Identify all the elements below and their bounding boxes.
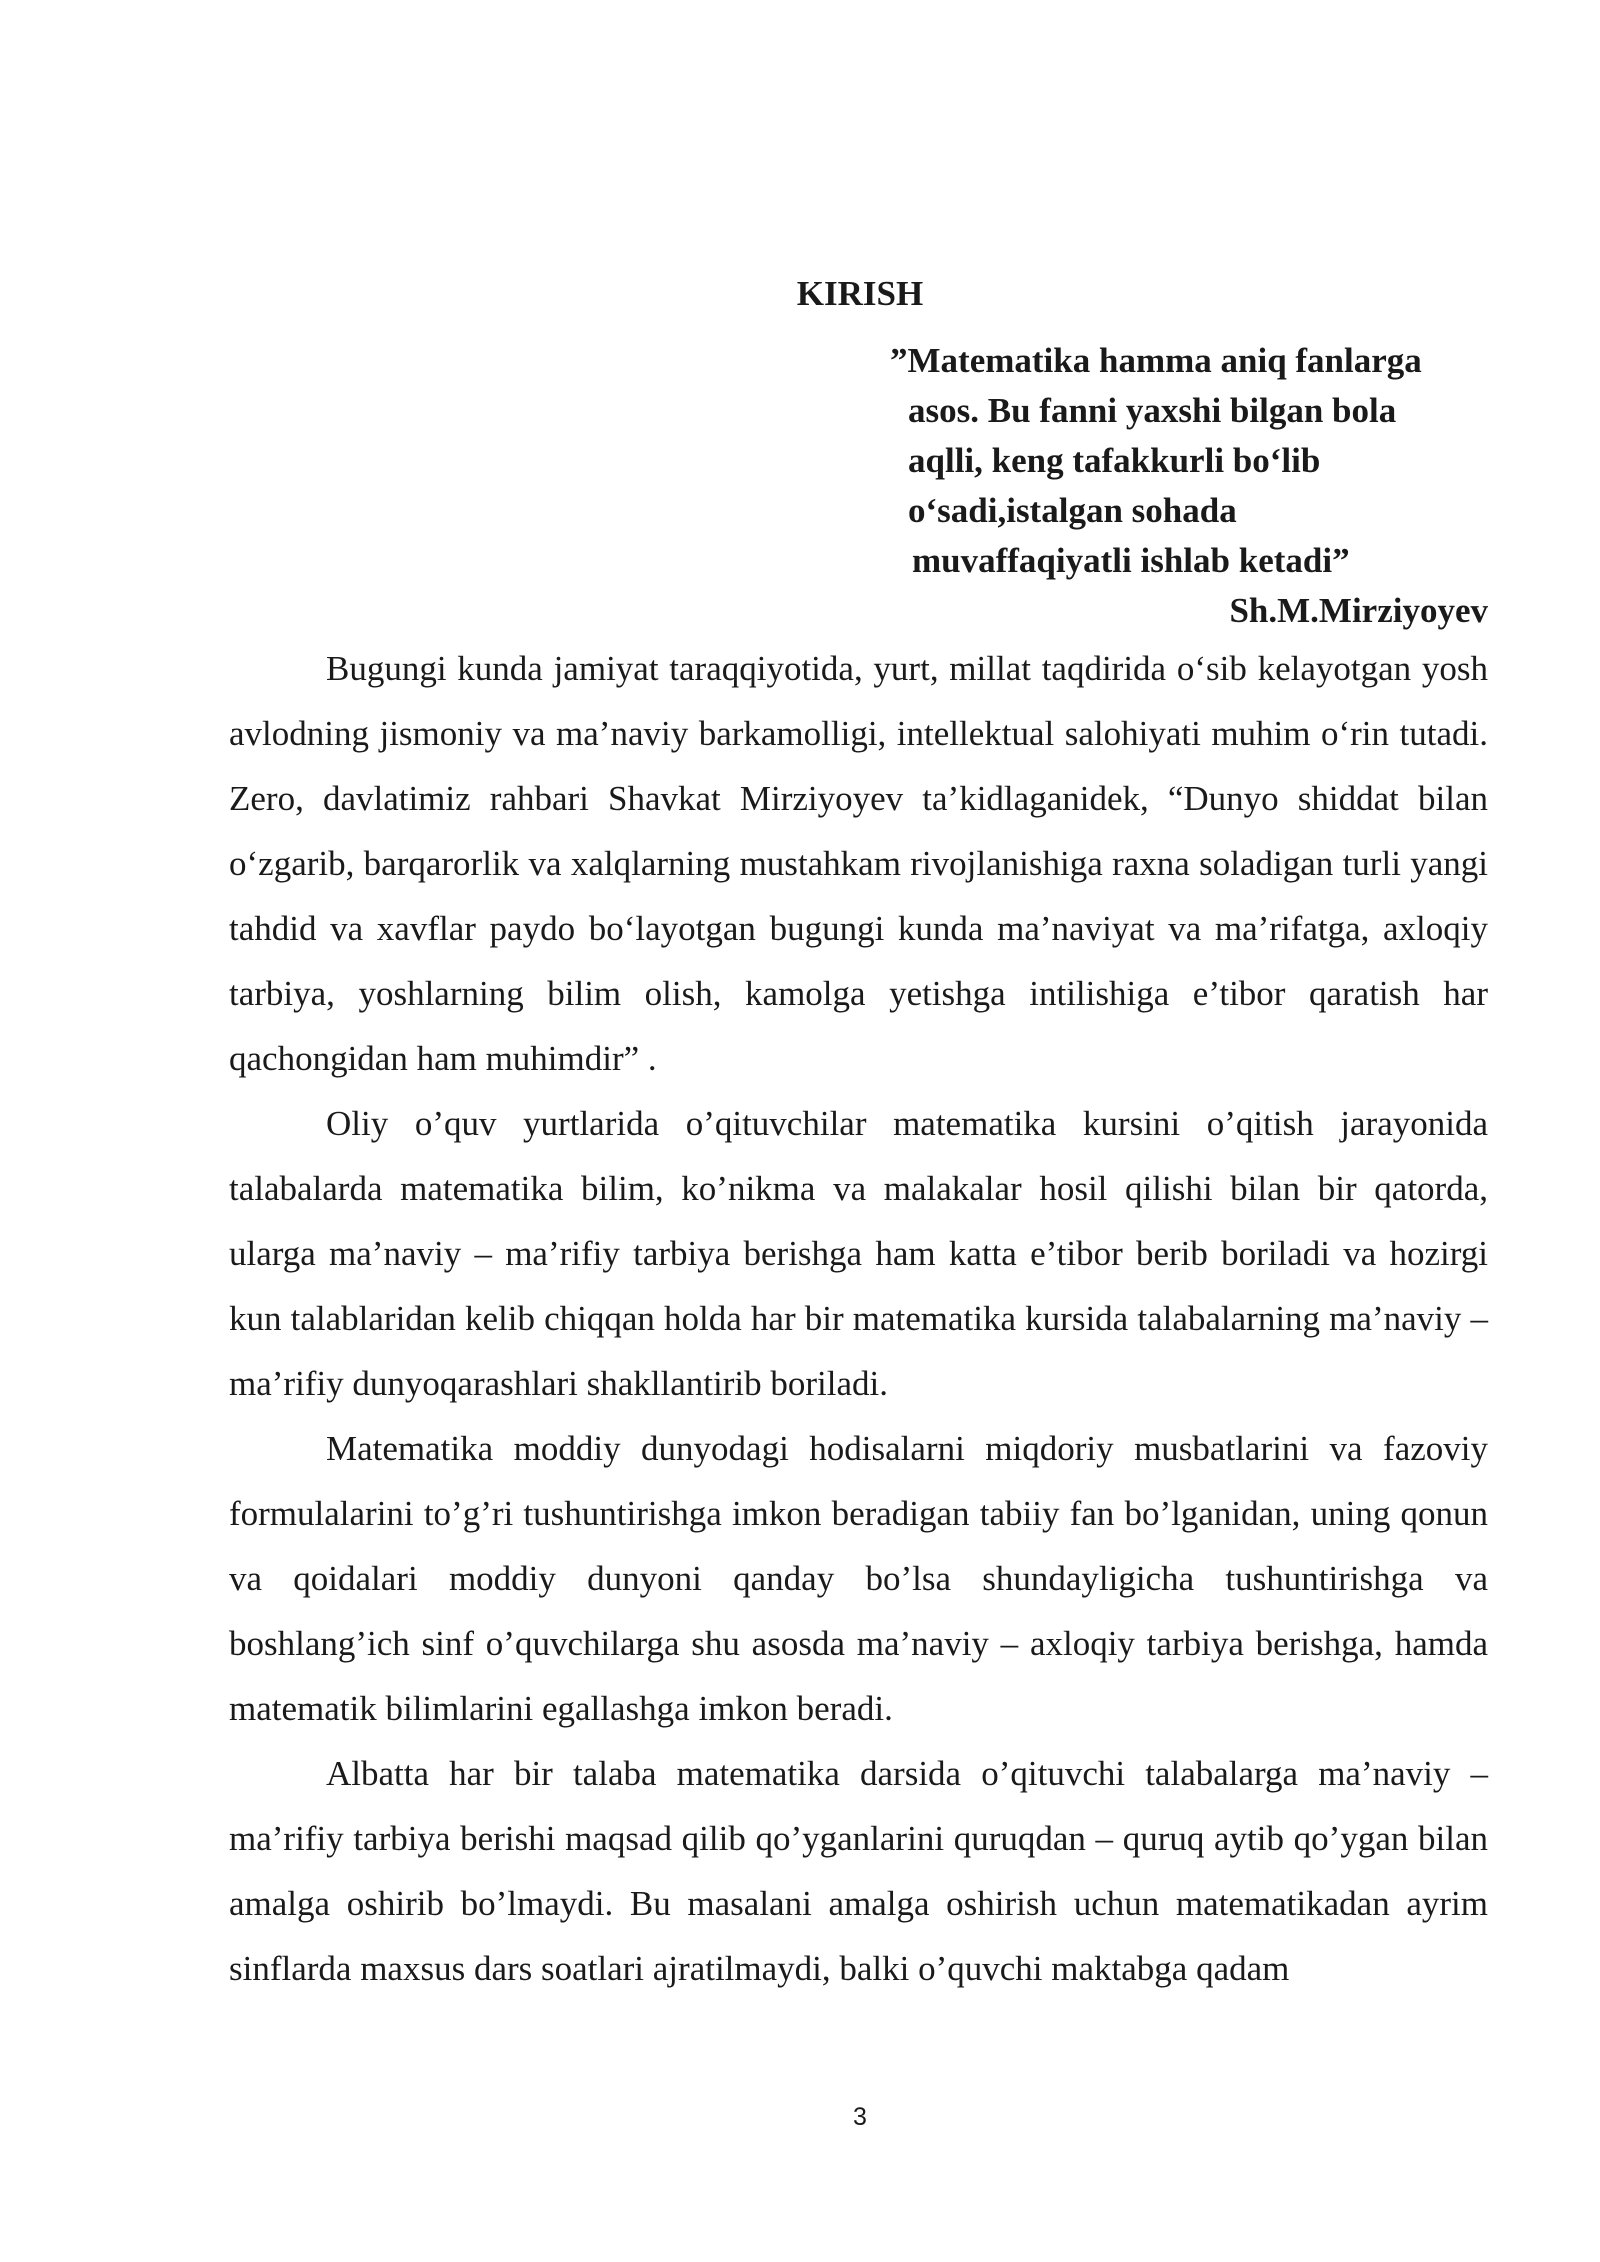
epigraph-line: muvaffaqiyatli ishlab ketadi” bbox=[912, 541, 1350, 580]
paragraph: Bugungi kunda jamiyat taraqqiyotida, yurt, millat taqdirida o‘sib kelayotgan yosh avlodning jismoniy va ma’naviy barkamolligi, intellektual salohiyati muhim o‘rin tutadi. Zero, davlatimiz rahbari Shavkat Mirziyoyev ta’kidlaganidek, “Dunyo shiddat bilan o‘zgarib, barqarorlik va xalqlarning mustahkam rivojlanishiga raxna soladigan turli yangi tahdid va xavflar paydo bo‘layotgan bugungi kunda ma’naviyat va ma’rifatga, axloqiy tarbiya, yoshlarning bilim olish, kamolga yetishga intilishiga e’tibor qaratish har qachongidan ham muhimdir” . bbox=[229, 649, 1488, 1078]
epigraph-line: aqlli, keng tafakkurli bo‘lib bbox=[908, 441, 1321, 480]
heading-container bbox=[0, 272, 1600, 316]
section-heading: KIRISH bbox=[796, 274, 924, 313]
epigraph-line: o‘sadi,istalgan sohada bbox=[908, 491, 1237, 530]
epigraph bbox=[890, 336, 1510, 586]
epigraph-author: Sh.M.Mirziyoyev bbox=[1229, 591, 1488, 630]
paragraph: Oliy o’quv yurtlarida o’qituvchilar matematika kursini o’qitish jarayonida talabalarda matematika bilim, ko’nikma va malakalar hosil qilishi bilan bir qatorda, ularga ma’naviy – ma’rifiy tarbiya berishga ham katta e’tibor berib boriladi va hozirgi kun talablaridan kelib chiqqan holda har bir matematika kursida talabalarning ma’naviy – ma’rifiy dunyoqarashlari shakllantirib boriladi. bbox=[229, 1104, 1488, 1403]
paragraph: Matematika moddiy dunyodagi hodisalarni miqdoriy musbatlarini va fazoviy formulalarini to’g’ri tushuntirishga imkon beradigan tabiiy fan bo’lganidan, uning qonun va qoidalari moddiy dunyoni qanday bo’lsa shundayligicha tushuntirishga va boshlang’ich sinf o’quvchilarga shu asosda ma’naviy – axloqiy tarbiya berishga, hamda matematik bilimlarini egallashga imkon beradi. bbox=[229, 1429, 1488, 1728]
page-number: 3 bbox=[853, 2103, 867, 2131]
epigraph-line: asos. Bu fanni yaxshi bilgan bola bbox=[908, 391, 1397, 430]
body-text bbox=[229, 636, 1488, 2001]
paragraph: Albatta har bir talaba matematika darsida o’qituvchi talabalarga ma’naviy – ma’rifiy tarbiya berishi maqsad qilib qo’yganlarini quruqdan – quruq aytib qo’ygan bilan amalga oshirib bo’lmaydi. Bu masalani amalga oshirish uchun matematikadan ayrim sinflarda maxsus dars soatlari ajratilmaydi, balki o’quvchi maktabga qadam bbox=[229, 1754, 1488, 1988]
epigraph-line: ”Matematika hamma aniq fanlarga bbox=[890, 341, 1422, 380]
